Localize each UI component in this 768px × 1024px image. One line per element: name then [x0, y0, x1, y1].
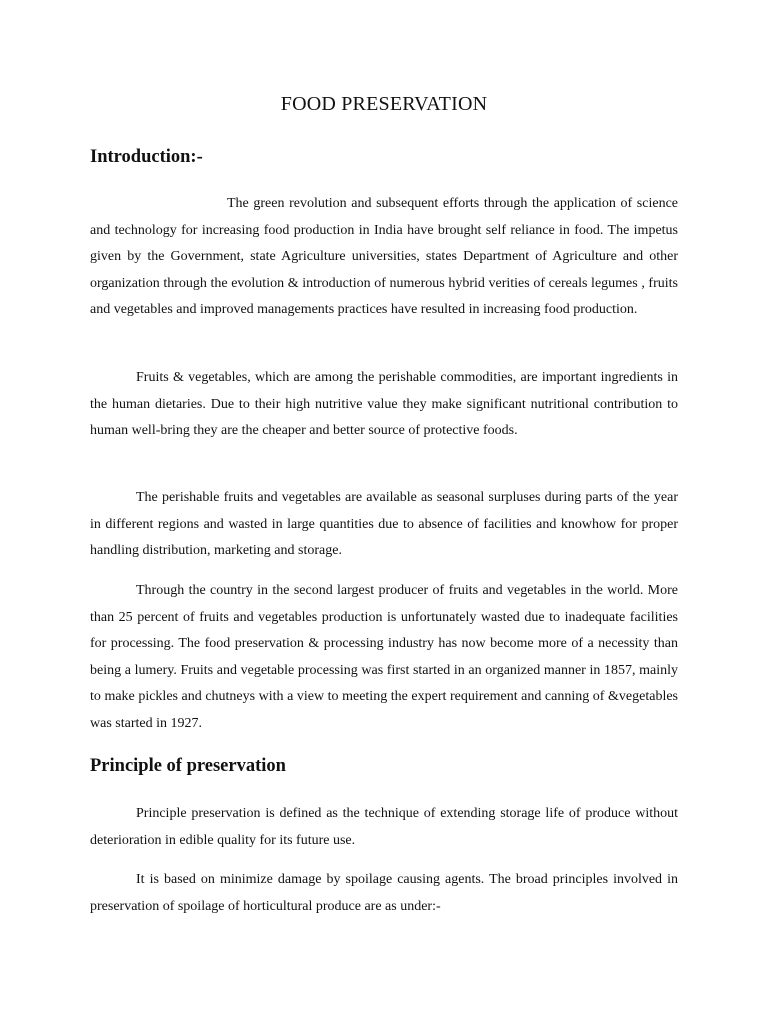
paragraph: Fruits & vegetables, which are among the perishable commodities, are important ingredients in the human dietaries. Due to their high nutritive value they make significant nutritional contribution to human well-bring they are the cheaper and better source of protective foods. [90, 370, 678, 439]
section-heading-principle-of-preservation: Principle of preservation [90, 756, 286, 776]
section-heading-introduction: Introduction:- [90, 147, 203, 167]
paragraph: Through the country in the second largest producer of fruits and vegetables in the world. More than 25 percent of fruits and vegetables production is unfortunately wasted due to inadequate facilities for processing. The food preservation & processing industry has now become more of a necessity than being a lumery. Fruits and vegetable processing was first started in an organized manner in 1857, mainly to make pickles and chutneys with a view to meeting the expert requirement and canning of &vegetables was started in 1927. [90, 583, 678, 731]
paragraph: Principle preservation is defined as the technique of extending storage life of produce without deterioration in edible quality for its future use. [90, 806, 678, 848]
paragraph: The green revolution and subsequent efforts through the application of science and technology for increasing food production in India have brought self reliance in food. The impetus given by the Government, state Agriculture universities, states Department of Agriculture and other organization through the evolution & introduction of numerous hybrid verities of cereals legumes , fruits and vegetables and improved managements practices have resulted in increasing food production. [90, 196, 678, 318]
document-title: FOOD PRESERVATION [280, 93, 488, 115]
paragraph: It is based on minimize damage by spoilage causing agents. The broad principles involved in preservation of spoilage of horticultural produce are as under:- [90, 872, 678, 914]
paragraph: The perishable fruits and vegetables are available as seasonal surpluses during parts of the year in different regions and wasted in large quantities due to absence of facilities and knowhow for proper handling distribution, marketing and storage. [90, 490, 678, 559]
